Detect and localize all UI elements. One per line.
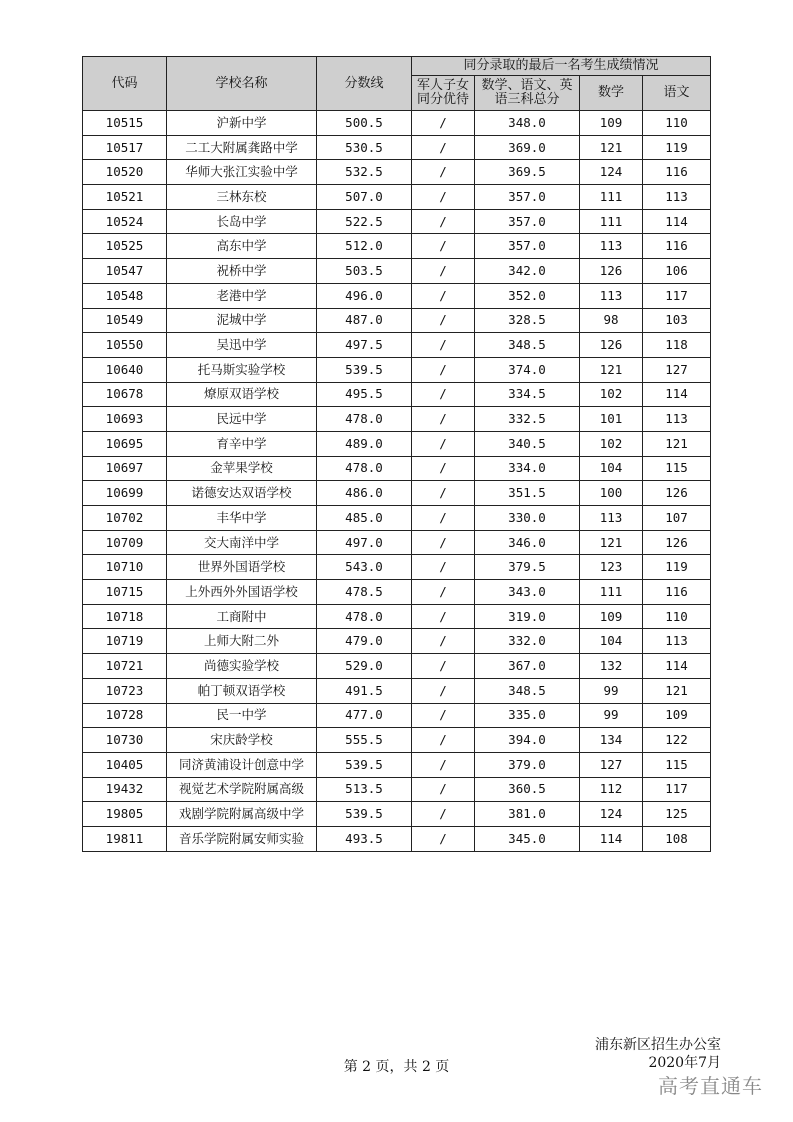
school-cell: 托马斯实验学校 xyxy=(167,357,317,382)
chinese-cell: 114 xyxy=(643,382,711,407)
admission-score-table xyxy=(82,56,711,852)
math-cell: 101 xyxy=(580,407,643,432)
table-row xyxy=(83,530,711,555)
header-military xyxy=(412,76,475,111)
total-cell: 348.5 xyxy=(475,333,580,358)
table-body xyxy=(83,111,711,852)
school-cell: 上外西外外国语学校 xyxy=(167,580,317,605)
code-cell: 10524 xyxy=(83,209,167,234)
school-cell: 民一中学 xyxy=(167,703,317,728)
chinese-cell: 119 xyxy=(643,135,711,160)
school-cell: 上师大附二外 xyxy=(167,629,317,654)
math-cell: 114 xyxy=(580,826,643,851)
header-school: 学校名称 xyxy=(167,57,317,111)
table-row xyxy=(83,111,711,136)
military-cell: / xyxy=(412,283,475,308)
chinese-cell: 125 xyxy=(643,802,711,827)
military-cell: / xyxy=(412,407,475,432)
table-row xyxy=(83,678,711,703)
school-cell: 祝桥中学 xyxy=(167,259,317,284)
score-cell: 478.0 xyxy=(317,407,412,432)
score-cell: 507.0 xyxy=(317,185,412,210)
math-cell: 123 xyxy=(580,555,643,580)
military-cell: / xyxy=(412,111,475,136)
header-group-title: 同分录取的最后一名考生成绩情况 xyxy=(412,57,711,76)
table-row xyxy=(83,752,711,777)
score-cell: 477.0 xyxy=(317,703,412,728)
header-score-line: 分数线 xyxy=(317,57,412,111)
chinese-cell: 103 xyxy=(643,308,711,333)
military-cell: / xyxy=(412,185,475,210)
total-cell: 357.0 xyxy=(475,209,580,234)
math-cell: 104 xyxy=(580,456,643,481)
total-cell: 328.5 xyxy=(475,308,580,333)
military-cell: / xyxy=(412,506,475,531)
math-cell: 109 xyxy=(580,111,643,136)
chinese-cell: 126 xyxy=(643,481,711,506)
total-cell: 342.0 xyxy=(475,259,580,284)
table-row xyxy=(83,333,711,358)
military-cell: / xyxy=(412,382,475,407)
math-cell: 124 xyxy=(580,160,643,185)
score-cell: 500.5 xyxy=(317,111,412,136)
chinese-cell: 115 xyxy=(643,752,711,777)
military-cell: / xyxy=(412,530,475,555)
code-cell: 10719 xyxy=(83,629,167,654)
military-cell: / xyxy=(412,678,475,703)
code-cell: 10640 xyxy=(83,357,167,382)
military-cell: / xyxy=(412,629,475,654)
total-cell: 394.0 xyxy=(475,728,580,753)
total-cell: 343.0 xyxy=(475,580,580,605)
score-cell: 497.5 xyxy=(317,333,412,358)
code-cell: 10728 xyxy=(83,703,167,728)
table-header xyxy=(83,57,711,111)
math-cell: 121 xyxy=(580,135,643,160)
math-cell: 127 xyxy=(580,752,643,777)
chinese-cell: 116 xyxy=(643,160,711,185)
military-cell: / xyxy=(412,234,475,259)
header-code: 代码 xyxy=(83,57,167,111)
code-cell: 10405 xyxy=(83,752,167,777)
table-row xyxy=(83,407,711,432)
code-cell: 10718 xyxy=(83,604,167,629)
math-cell: 124 xyxy=(580,802,643,827)
score-cell: 478.5 xyxy=(317,580,412,605)
table-row xyxy=(83,234,711,259)
code-cell: 10710 xyxy=(83,555,167,580)
score-cell: 503.5 xyxy=(317,259,412,284)
military-cell: / xyxy=(412,209,475,234)
table-row xyxy=(83,456,711,481)
total-cell: 367.0 xyxy=(475,654,580,679)
chinese-cell: 115 xyxy=(643,456,711,481)
total-cell: 369.0 xyxy=(475,135,580,160)
total-cell: 346.0 xyxy=(475,530,580,555)
header-total xyxy=(475,76,580,111)
chinese-cell: 121 xyxy=(643,431,711,456)
chinese-cell: 114 xyxy=(643,209,711,234)
math-cell: 98 xyxy=(580,308,643,333)
code-cell: 10697 xyxy=(83,456,167,481)
total-cell: 381.0 xyxy=(475,802,580,827)
code-cell: 10721 xyxy=(83,654,167,679)
page-number: 第 2 页，共 2 页 xyxy=(343,1059,450,1075)
school-cell: 同济黄浦设计创意中学 xyxy=(167,752,317,777)
code-cell: 19805 xyxy=(83,802,167,827)
total-cell: 379.0 xyxy=(475,752,580,777)
total-cell: 332.5 xyxy=(475,407,580,432)
code-cell: 10709 xyxy=(83,530,167,555)
total-cell: 335.0 xyxy=(475,703,580,728)
math-cell: 102 xyxy=(580,382,643,407)
table-row xyxy=(83,580,711,605)
header-total-line2: 语三科总分 xyxy=(494,92,560,107)
chinese-cell: 108 xyxy=(643,826,711,851)
total-cell: 357.0 xyxy=(475,185,580,210)
chinese-cell: 106 xyxy=(643,259,711,284)
code-cell: 10699 xyxy=(83,481,167,506)
math-cell: 126 xyxy=(580,259,643,284)
military-cell: / xyxy=(412,580,475,605)
chinese-cell: 107 xyxy=(643,506,711,531)
school-cell: 视觉艺术学院附属高级 xyxy=(167,777,317,802)
score-cell: 487.0 xyxy=(317,308,412,333)
math-cell: 113 xyxy=(580,234,643,259)
total-cell: 330.0 xyxy=(475,506,580,531)
table-row xyxy=(83,431,711,456)
total-cell: 334.0 xyxy=(475,456,580,481)
score-cell: 478.0 xyxy=(317,604,412,629)
score-cell: 539.5 xyxy=(317,752,412,777)
military-cell: / xyxy=(412,826,475,851)
table-row xyxy=(83,506,711,531)
math-cell: 99 xyxy=(580,678,643,703)
code-cell: 10730 xyxy=(83,728,167,753)
military-cell: / xyxy=(412,555,475,580)
math-cell: 111 xyxy=(580,209,643,234)
table-row xyxy=(83,777,711,802)
code-cell: 10715 xyxy=(83,580,167,605)
military-cell: / xyxy=(412,456,475,481)
school-cell: 帕丁顿双语学校 xyxy=(167,678,317,703)
code-cell: 10520 xyxy=(83,160,167,185)
chinese-cell: 127 xyxy=(643,357,711,382)
header-total-line1: 数学、语文、英 xyxy=(481,78,573,93)
chinese-cell: 113 xyxy=(643,407,711,432)
military-cell: / xyxy=(412,728,475,753)
military-cell: / xyxy=(412,431,475,456)
total-cell: 334.5 xyxy=(475,382,580,407)
total-cell: 348.5 xyxy=(475,678,580,703)
military-cell: / xyxy=(412,357,475,382)
total-cell: 379.5 xyxy=(475,555,580,580)
total-cell: 360.5 xyxy=(475,777,580,802)
military-cell: / xyxy=(412,481,475,506)
total-cell: 351.5 xyxy=(475,481,580,506)
footer-office: 浦东新区招生办公室 xyxy=(595,1037,721,1053)
math-cell: 134 xyxy=(580,728,643,753)
chinese-cell: 118 xyxy=(643,333,711,358)
math-cell: 121 xyxy=(580,357,643,382)
total-cell: 340.5 xyxy=(475,431,580,456)
chinese-cell: 122 xyxy=(643,728,711,753)
school-cell: 燎原双语学校 xyxy=(167,382,317,407)
code-cell: 10547 xyxy=(83,259,167,284)
table-row xyxy=(83,357,711,382)
watermark: 高考直通车 xyxy=(658,1074,763,1098)
score-cell: 486.0 xyxy=(317,481,412,506)
score-cell: 478.0 xyxy=(317,456,412,481)
table-row xyxy=(83,654,711,679)
code-cell: 10550 xyxy=(83,333,167,358)
math-cell: 111 xyxy=(580,580,643,605)
table-row xyxy=(83,555,711,580)
score-cell: 497.0 xyxy=(317,530,412,555)
total-cell: 332.0 xyxy=(475,629,580,654)
score-cell: 555.5 xyxy=(317,728,412,753)
total-cell: 345.0 xyxy=(475,826,580,851)
header-math: 数学 xyxy=(580,76,643,111)
military-cell: / xyxy=(412,802,475,827)
header-military-line1: 军人子女 xyxy=(416,78,469,93)
chinese-cell: 116 xyxy=(643,234,711,259)
school-cell: 育辛中学 xyxy=(167,431,317,456)
code-cell: 10548 xyxy=(83,283,167,308)
school-cell: 老港中学 xyxy=(167,283,317,308)
total-cell: 352.0 xyxy=(475,283,580,308)
score-cell: 532.5 xyxy=(317,160,412,185)
score-cell: 529.0 xyxy=(317,654,412,679)
math-cell: 104 xyxy=(580,629,643,654)
score-cell: 522.5 xyxy=(317,209,412,234)
math-cell: 113 xyxy=(580,283,643,308)
table-row xyxy=(83,629,711,654)
chinese-cell: 119 xyxy=(643,555,711,580)
chinese-cell: 121 xyxy=(643,678,711,703)
military-cell: / xyxy=(412,752,475,777)
math-cell: 113 xyxy=(580,506,643,531)
math-cell: 100 xyxy=(580,481,643,506)
code-cell: 10723 xyxy=(83,678,167,703)
score-cell: 495.5 xyxy=(317,382,412,407)
total-cell: 357.0 xyxy=(475,234,580,259)
code-cell: 10702 xyxy=(83,506,167,531)
chinese-cell: 113 xyxy=(643,629,711,654)
total-cell: 348.0 xyxy=(475,111,580,136)
score-cell: 513.5 xyxy=(317,777,412,802)
table-row xyxy=(83,135,711,160)
math-cell: 126 xyxy=(580,333,643,358)
score-cell: 539.5 xyxy=(317,802,412,827)
school-cell: 三林东校 xyxy=(167,185,317,210)
code-cell: 19432 xyxy=(83,777,167,802)
chinese-cell: 116 xyxy=(643,580,711,605)
table-row xyxy=(83,481,711,506)
code-cell: 10695 xyxy=(83,431,167,456)
school-cell: 金苹果学校 xyxy=(167,456,317,481)
score-cell: 485.0 xyxy=(317,506,412,531)
math-cell: 121 xyxy=(580,530,643,555)
code-cell: 10517 xyxy=(83,135,167,160)
military-cell: / xyxy=(412,308,475,333)
header-military-line2: 同分优待 xyxy=(416,92,469,107)
total-cell: 374.0 xyxy=(475,357,580,382)
chinese-cell: 110 xyxy=(643,111,711,136)
chinese-cell: 109 xyxy=(643,703,711,728)
military-cell: / xyxy=(412,259,475,284)
school-cell: 沪新中学 xyxy=(167,111,317,136)
school-cell: 音乐学院附属安师实验 xyxy=(167,826,317,851)
math-cell: 112 xyxy=(580,777,643,802)
table-row xyxy=(83,308,711,333)
header-chinese: 语文 xyxy=(643,76,711,111)
chinese-cell: 117 xyxy=(643,777,711,802)
school-cell: 尚德实验学校 xyxy=(167,654,317,679)
score-cell: 491.5 xyxy=(317,678,412,703)
score-cell: 479.0 xyxy=(317,629,412,654)
table-row xyxy=(83,209,711,234)
score-cell: 489.0 xyxy=(317,431,412,456)
school-cell: 泥城中学 xyxy=(167,308,317,333)
school-cell: 吴迅中学 xyxy=(167,333,317,358)
score-cell: 493.5 xyxy=(317,826,412,851)
school-cell: 丰华中学 xyxy=(167,506,317,531)
score-cell: 530.5 xyxy=(317,135,412,160)
school-cell: 高东中学 xyxy=(167,234,317,259)
military-cell: / xyxy=(412,777,475,802)
table-row xyxy=(83,185,711,210)
table-row xyxy=(83,728,711,753)
math-cell: 109 xyxy=(580,604,643,629)
table-row xyxy=(83,283,711,308)
math-cell: 102 xyxy=(580,431,643,456)
military-cell: / xyxy=(412,654,475,679)
school-cell: 民远中学 xyxy=(167,407,317,432)
total-cell: 319.0 xyxy=(475,604,580,629)
military-cell: / xyxy=(412,703,475,728)
code-cell: 10515 xyxy=(83,111,167,136)
military-cell: / xyxy=(412,604,475,629)
code-cell: 10678 xyxy=(83,382,167,407)
table-row xyxy=(83,826,711,851)
code-cell: 10549 xyxy=(83,308,167,333)
table-row xyxy=(83,604,711,629)
military-cell: / xyxy=(412,333,475,358)
math-cell: 111 xyxy=(580,185,643,210)
school-cell: 戏剧学院附属高级中学 xyxy=(167,802,317,827)
school-cell: 世界外国语学校 xyxy=(167,555,317,580)
school-cell: 宋庆龄学校 xyxy=(167,728,317,753)
table-row xyxy=(83,259,711,284)
chinese-cell: 110 xyxy=(643,604,711,629)
math-cell: 99 xyxy=(580,703,643,728)
military-cell: / xyxy=(412,135,475,160)
code-cell: 10525 xyxy=(83,234,167,259)
table-row xyxy=(83,703,711,728)
school-cell: 工商附中 xyxy=(167,604,317,629)
code-cell: 10693 xyxy=(83,407,167,432)
military-cell: / xyxy=(412,160,475,185)
score-cell: 543.0 xyxy=(317,555,412,580)
school-cell: 长岛中学 xyxy=(167,209,317,234)
school-cell: 二工大附属龚路中学 xyxy=(167,135,317,160)
total-cell: 369.5 xyxy=(475,160,580,185)
score-cell: 496.0 xyxy=(317,283,412,308)
code-cell: 10521 xyxy=(83,185,167,210)
chinese-cell: 126 xyxy=(643,530,711,555)
code-cell: 19811 xyxy=(83,826,167,851)
school-cell: 交大南洋中学 xyxy=(167,530,317,555)
school-cell: 华师大张江实验中学 xyxy=(167,160,317,185)
chinese-cell: 113 xyxy=(643,185,711,210)
math-cell: 132 xyxy=(580,654,643,679)
school-cell: 诺德安达双语学校 xyxy=(167,481,317,506)
chinese-cell: 117 xyxy=(643,283,711,308)
table-row xyxy=(83,160,711,185)
chinese-cell: 114 xyxy=(643,654,711,679)
table-row xyxy=(83,382,711,407)
score-cell: 539.5 xyxy=(317,357,412,382)
footer-date: 2020年7月 xyxy=(648,1055,721,1071)
score-cell: 512.0 xyxy=(317,234,412,259)
table-row xyxy=(83,802,711,827)
